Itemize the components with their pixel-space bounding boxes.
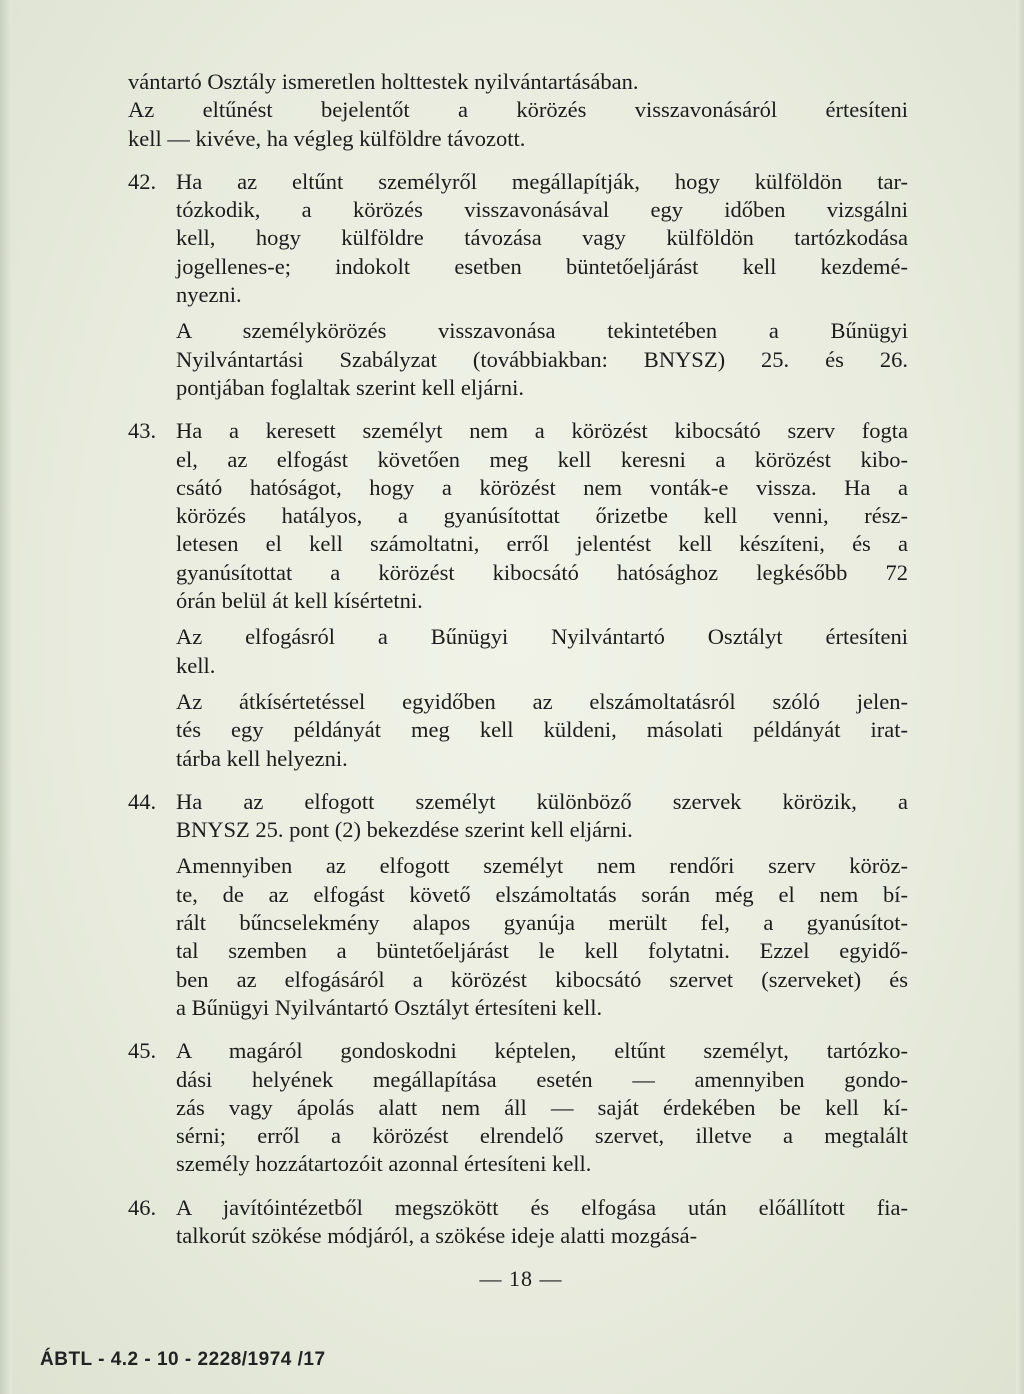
item-spacer — [128, 1022, 908, 1037]
item-number: 45. — [128, 1038, 157, 1064]
paragraph-spacer — [128, 309, 908, 317]
numbered-item — [128, 417, 908, 773]
item-number: 42. — [128, 168, 157, 194]
archive-reference: ÁBTL - 4.2 - 10 - 2228/1974 /17 — [40, 1349, 326, 1370]
lead-paragraph — [128, 68, 908, 153]
text-line: órán belül át kell kísértetni. — [176, 588, 423, 614]
text-line: Amennyiben az elfogott személyt nem rendőri szerv köröz- — [176, 853, 908, 879]
text-line: sérni; erről a körözést elrendelő szervet, illetve a megtalált — [176, 1123, 908, 1149]
item-number: 43. — [128, 418, 157, 444]
text-line: tés egy példányát meg kell küldeni, másolati példányát irat- — [176, 717, 908, 743]
text-line: tózkodik, a körözés visszavonásával egy időben vizsgálni — [176, 197, 908, 223]
item-paragraph — [128, 317, 908, 402]
text-line: BNYSZ 25. pont (2) bekezdése szerint kell eljárni. — [176, 817, 633, 843]
lead-line: vántartó Osztály ismeretlen holttestek nyilvántartásában. — [128, 69, 639, 94]
numbered-items — [128, 153, 908, 1250]
text-line: nyezni. — [176, 282, 242, 308]
text-line: Ha az eltűnt személyről megállapítják, hogy külföldön tar- — [176, 168, 908, 194]
item-paragraph — [128, 623, 908, 680]
body-text — [128, 68, 908, 1250]
numbered-item — [128, 788, 908, 1022]
text-line: Az átkísértetéssel egyidőben az elszámoltatásról szóló jelen- — [176, 688, 908, 714]
item-paragraph — [128, 788, 908, 845]
page-edge-left — [0, 0, 12, 1394]
text-line: dási helyének megállapítása esetén — amennyiben gondo- — [176, 1066, 908, 1092]
item-number: 44. — [128, 788, 157, 814]
text-line: csátó hatóságot, hogy a körözést nem vonták-e vissza. Ha a — [176, 474, 908, 500]
item-paragraph — [128, 852, 908, 1022]
page-edge-right — [1016, 0, 1024, 1394]
page-number: — 18 — — [479, 1266, 563, 1291]
text-line: tal szemben a büntetőeljárást le kell folytatni. Ezzel egyidő- — [176, 938, 908, 964]
text-line: ben az elfogásáról a körözést kibocsátó szervet (szerveket) és — [176, 966, 908, 992]
numbered-item — [128, 168, 908, 402]
item-paragraph — [128, 417, 908, 615]
text-line: letesen el kell számoltatni, erről jelentést kell készíteni, és a — [176, 531, 908, 557]
numbered-item — [128, 1194, 908, 1251]
item-paragraph — [128, 688, 908, 773]
paragraph-spacer — [128, 844, 908, 852]
text-line: te, de az elfogást követő elszámoltatás során még el nem bí- — [176, 881, 908, 907]
item-spacer — [128, 153, 908, 168]
text-line: A személykörözés visszavonása tekintetében a Bűnügyi — [176, 318, 908, 344]
item-paragraph — [128, 1037, 908, 1178]
text-line: kell, hogy külföldre távozása vagy külföldön tartózkodása — [176, 225, 908, 251]
item-paragraph — [128, 168, 908, 309]
text-line: személy hozzátartozóit azonnal értesíteni kell. — [176, 1151, 592, 1177]
text-line: a Bűnügyi Nyilvántartó Osztályt értesíteni kell. — [176, 994, 603, 1020]
item-number: 46. — [128, 1194, 157, 1220]
text-line: tárba kell helyezni. — [176, 745, 348, 771]
text-line: körözés hatályos, a gyanúsítottat őrizetbe kell venni, rész- — [176, 503, 908, 529]
item-paragraph — [128, 1194, 908, 1251]
text-line: gyanúsítottat a körözést kibocsátó hatósághoz legkésőbb 72 — [176, 559, 908, 585]
text-line: jogellenes-e; indokolt esetben büntetőeljárást kell kezdemé- — [176, 253, 908, 279]
lead-line: kell — kivéve, ha végleg külföldre távozott. — [128, 125, 526, 151]
text-line: el, az elfogást követően meg kell keresni a körözést kibo- — [176, 446, 908, 472]
text-line: zás vagy ápolás alatt nem áll — saját érdekében be kell kí- — [176, 1094, 908, 1120]
text-line: rált bűncselekmény alapos gyanúja merült fel, a gyanúsítot- — [176, 910, 908, 936]
item-spacer — [128, 1179, 908, 1194]
text-line: Az elfogásról a Bűnügyi Nyilvántartó Osztályt értesíteni — [176, 624, 908, 650]
text-line: talkorút szökése módjáról, a szökése ideje alatti mozgásá- — [176, 1222, 698, 1248]
text-line: Ha az elfogott személyt különböző szervek körözik, a — [176, 788, 908, 814]
text-line: Nyilvántartási Szabályzat (továbbiakban: BNYSZ) 25. és 26. — [176, 346, 908, 372]
text-line: pontjában foglaltak szerint kell eljárni. — [176, 374, 525, 400]
text-line: A magáról gondoskodni képtelen, eltűnt személyt, tartózko- — [176, 1038, 908, 1064]
paragraph-spacer — [128, 680, 908, 688]
text-line: A javítóintézetből megszökött és elfogása után előállított fia- — [176, 1194, 908, 1220]
paragraph-spacer — [128, 615, 908, 623]
item-spacer — [128, 773, 908, 788]
numbered-item — [128, 1037, 908, 1178]
lead-line: Az eltűnést bejelentőt a körözés visszavonásáról értesíteni — [128, 97, 908, 123]
text-line: Ha a keresett személyt nem a körözést kibocsátó szerv fogta — [176, 418, 908, 444]
item-spacer — [128, 402, 908, 417]
text-line: kell. — [176, 652, 216, 678]
